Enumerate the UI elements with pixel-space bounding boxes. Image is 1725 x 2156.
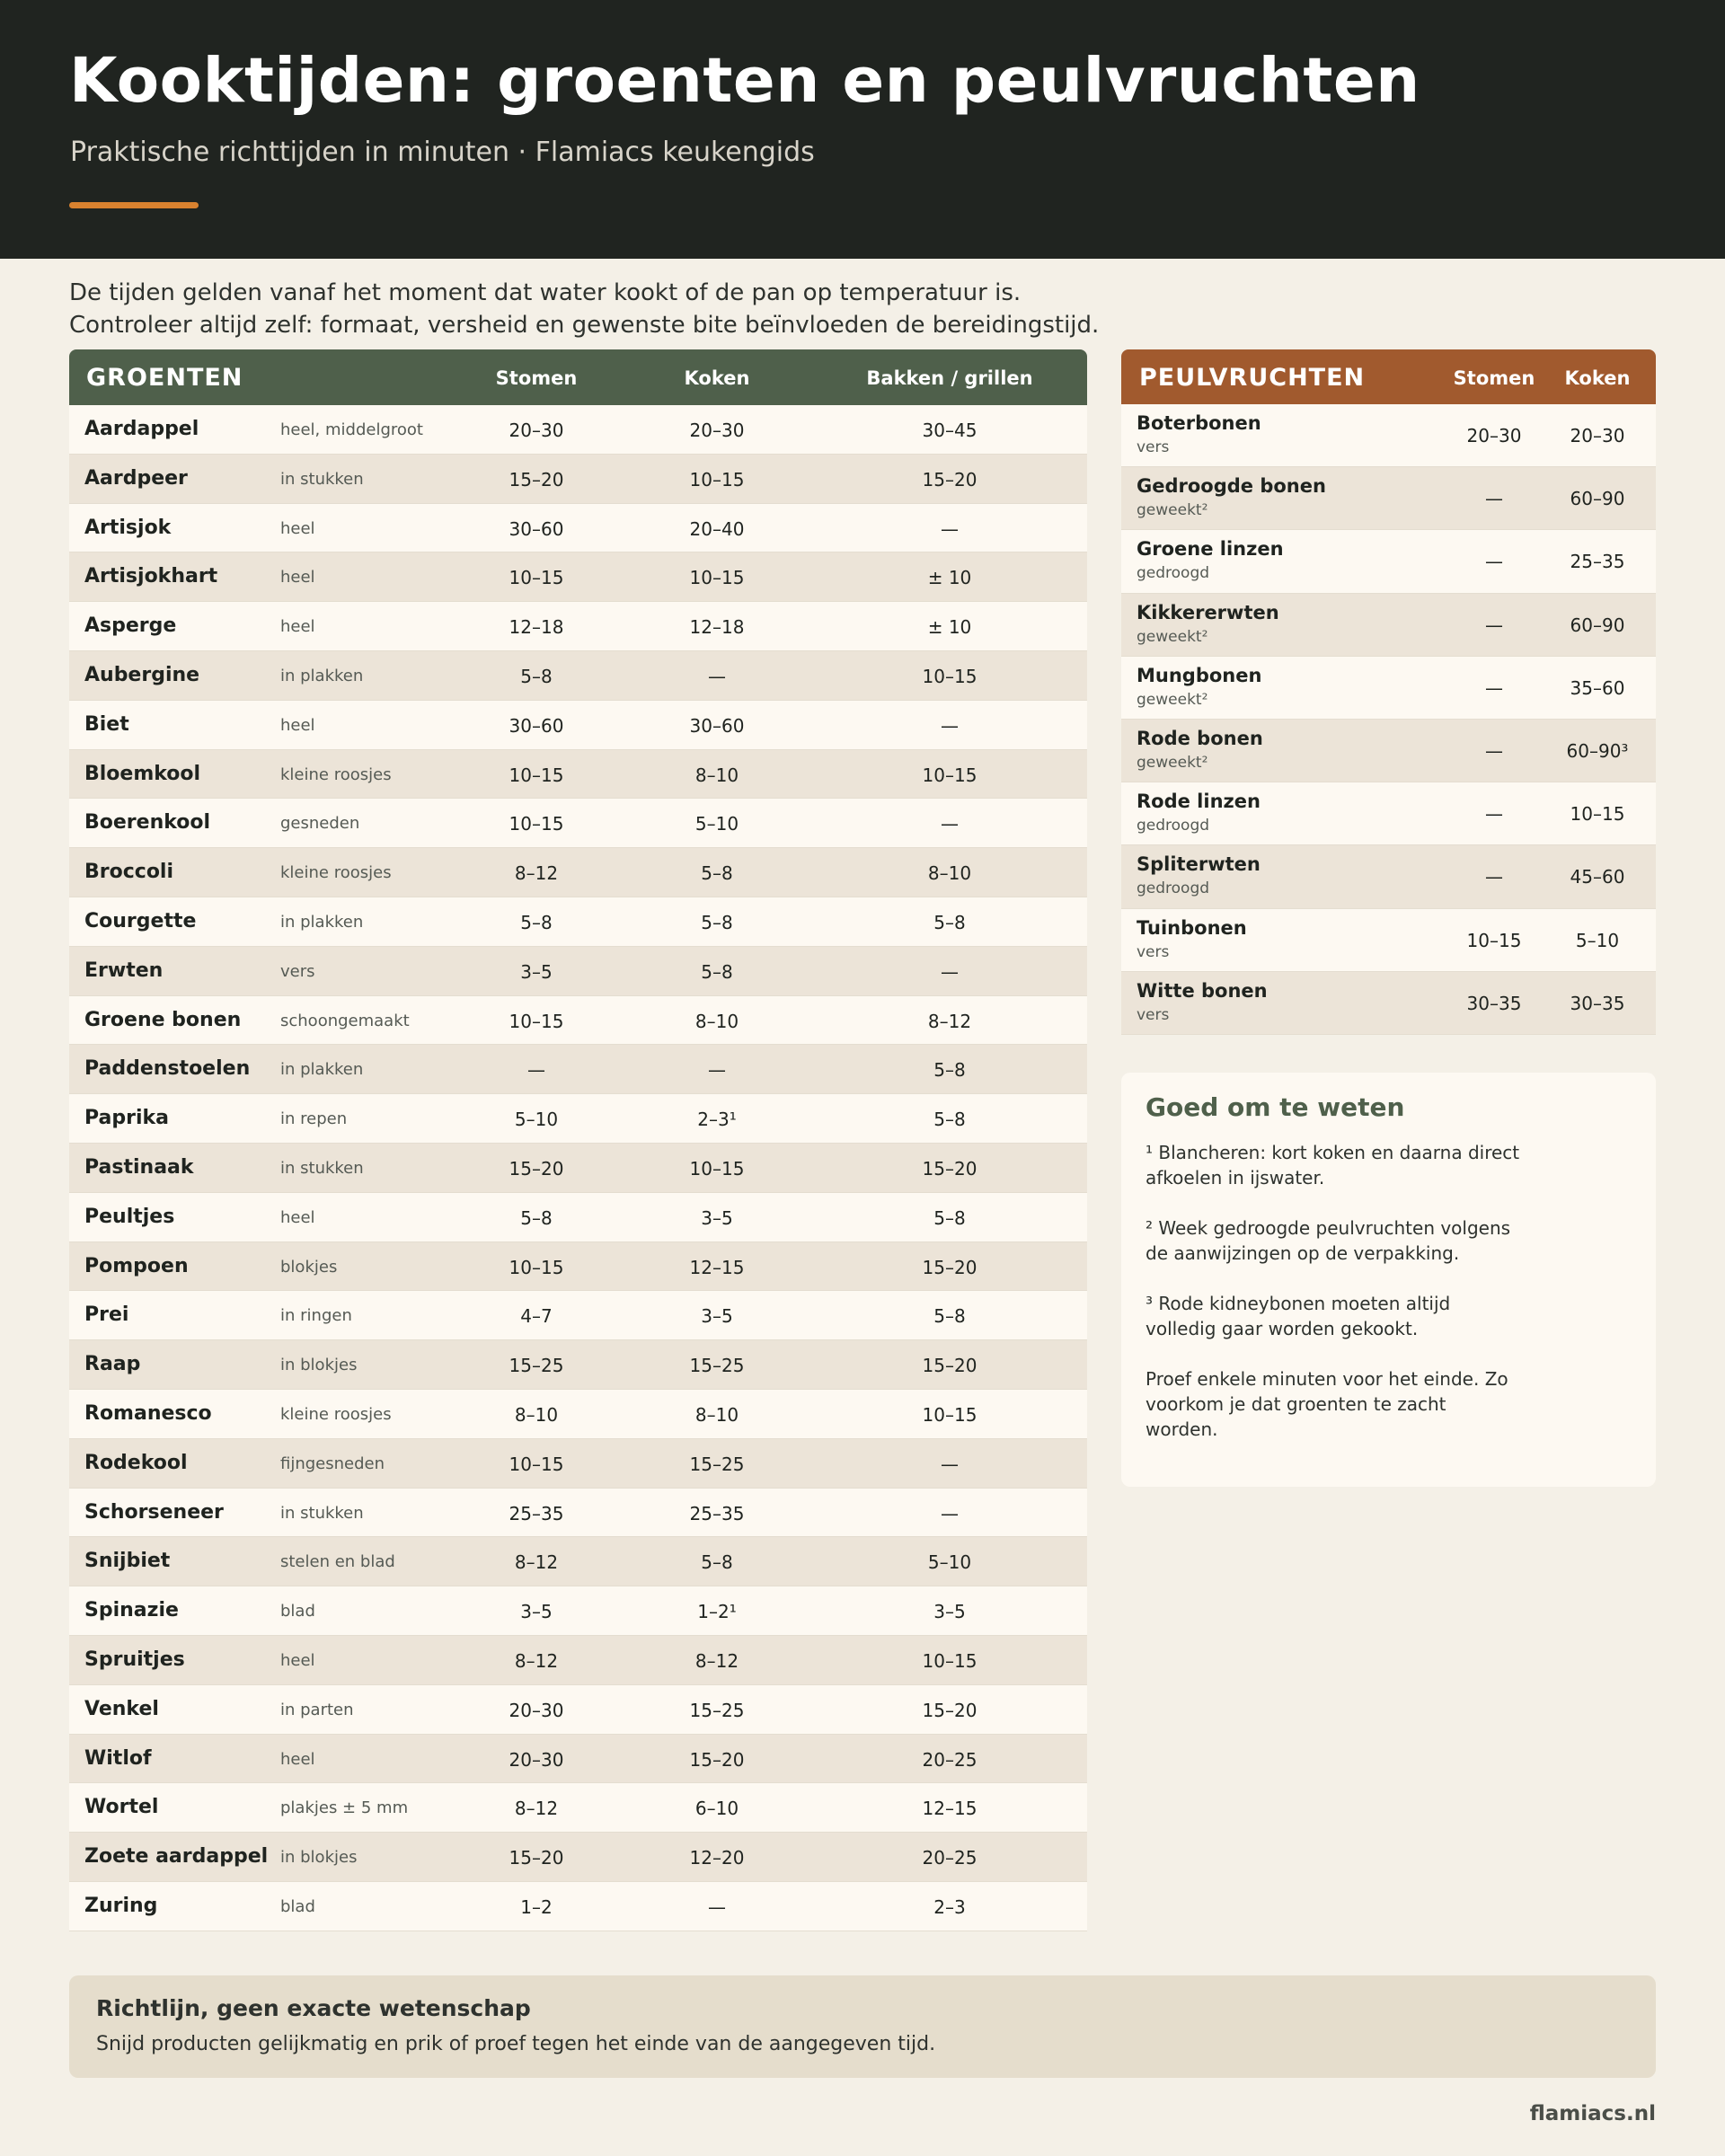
table-row (1121, 782, 1656, 845)
vegetable-name: Peultjes (84, 1205, 175, 1228)
time-koken: 8–10 (694, 1403, 739, 1426)
time-stomen: — (1485, 551, 1503, 573)
vegetable-name: Zuring (84, 1894, 158, 1917)
vegetable-name: Broccoli (84, 861, 174, 884)
time-stomen: — (1485, 803, 1503, 826)
vegetable-name: Aardpeer (84, 466, 188, 490)
vegetable-name: Erwten (84, 959, 164, 982)
table-row (69, 1489, 1087, 1538)
table-row (69, 1735, 1087, 1784)
time-koken: 5–8 (701, 1551, 733, 1574)
preparation-note: vers (1137, 942, 1170, 961)
preparation-note: heel (280, 617, 315, 637)
vegetable-name: Paddenstoelen (84, 1057, 251, 1081)
time-bakken: 5–8 (933, 1206, 966, 1229)
info-note: ² Week gedroogde peulvruchten volgens de aanwijzingen op de verpakking. (1146, 1217, 1511, 1264)
vegetable-name: Artisjokhart (84, 565, 218, 588)
vegetable-name: Pompoen (84, 1254, 189, 1277)
time-bakken: 5–10 (927, 1551, 972, 1574)
time-koken: 8–12 (694, 1649, 739, 1672)
table-row (1121, 467, 1656, 530)
legume-name: Witte bonen (1137, 979, 1268, 1002)
preparation-note: in blokjes (280, 1356, 358, 1375)
time-stomen: 5–8 (520, 1206, 553, 1229)
time-stomen: — (1485, 488, 1503, 510)
table-row (1121, 594, 1656, 657)
time-koken: 5–10 (694, 813, 739, 835)
time-stomen: 10–15 (509, 567, 564, 589)
time-koken: 10–15 (1570, 803, 1625, 826)
time-stomen: 20–30 (509, 1748, 564, 1771)
vegetable-name: Aardappel (84, 418, 199, 440)
preparation-note: blokjes (280, 1257, 338, 1277)
time-stomen: 15–20 (509, 1847, 564, 1869)
time-koken: 60–90 (1570, 614, 1625, 636)
vegetable-name: Aubergine (84, 663, 200, 686)
time-bakken: — (941, 960, 959, 983)
table-row (69, 504, 1087, 553)
time-stomen: 10–15 (509, 813, 564, 835)
guideline-title: Richtlijn, geen exacte wetenschap (96, 1995, 531, 2021)
legume-name: Kikkererwten (1137, 601, 1279, 623)
preparation-note: stelen en blad (280, 1552, 395, 1572)
time-stomen: 5–8 (520, 911, 553, 933)
brand-footer: flamiacs.nl (1529, 2102, 1656, 2125)
vegetable-name: Paprika (84, 1107, 169, 1130)
preparation-note: in stukken (280, 469, 364, 489)
table-row (69, 405, 1087, 455)
table-row (1121, 909, 1656, 972)
time-stomen: 10–15 (509, 1256, 564, 1278)
time-koken: 30–60 (689, 714, 745, 737)
table-row (69, 1094, 1087, 1144)
time-koken: 15–25 (689, 1355, 745, 1377)
legume-name: Rode linzen (1137, 791, 1261, 813)
time-koken: 12–20 (689, 1847, 745, 1869)
preparation-note: plakjes ± 5 mm (280, 1798, 409, 1818)
preparation-note: heel (280, 568, 315, 588)
time-stomen: 10–15 (509, 1453, 564, 1475)
table-row (69, 1390, 1087, 1439)
preparation-note: in repen (280, 1109, 348, 1129)
column-header-koken: Koken (1564, 367, 1631, 389)
time-koken: 3–5 (701, 1206, 733, 1229)
peulvruchten-table-header (1121, 349, 1656, 404)
column-header-bakken: Bakken / grillen (866, 367, 1033, 389)
time-bakken: 20–25 (922, 1748, 978, 1771)
preparation-note: heel (280, 1650, 315, 1670)
time-koken: 10–15 (689, 468, 745, 490)
time-stomen: 20–30 (509, 1699, 564, 1721)
info-card (1121, 1073, 1656, 1487)
table-row (69, 1685, 1087, 1735)
time-koken: 20–40 (689, 517, 745, 540)
time-bakken: 15–20 (922, 1256, 978, 1278)
table-row (69, 651, 1087, 701)
time-koken: 6–10 (694, 1798, 739, 1820)
preparation-note: heel (280, 1749, 315, 1769)
time-stomen: 3–5 (520, 960, 553, 983)
time-bakken: 5–8 (933, 911, 966, 933)
time-stomen: 8–12 (514, 1551, 559, 1574)
time-bakken: 10–15 (922, 665, 978, 687)
time-bakken: 5–8 (933, 1305, 966, 1328)
table-row (69, 1340, 1087, 1390)
preparation-note: geweekt² (1137, 627, 1208, 646)
vegetable-name: Prei (84, 1303, 129, 1327)
time-bakken: 8–10 (927, 862, 972, 885)
preparation-note: gesneden (280, 814, 360, 834)
intro-line-1: De tijden gelden vanaf het moment dat water kookt of de pan op temperatuur is. (69, 279, 1022, 306)
time-bakken: — (941, 714, 959, 737)
time-stomen: — (1485, 614, 1503, 636)
time-koken: 12–18 (689, 616, 745, 639)
preparation-note: heel (280, 518, 315, 538)
time-koken: 2–3¹ (697, 1109, 737, 1131)
time-stomen: 10–15 (1466, 929, 1522, 951)
table-row (69, 1193, 1087, 1242)
table-row (69, 750, 1087, 800)
time-stomen: 8–12 (514, 1798, 559, 1820)
time-koken: 60–90 (1570, 488, 1625, 510)
table-row (69, 897, 1087, 947)
vegetable-name: Romanesco (84, 1401, 212, 1425)
time-koken: 25–35 (689, 1502, 745, 1524)
info-note: ³ Rode kidneybonen moeten altijd volledig gaar worden gekookt. (1146, 1293, 1451, 1339)
legume-name: Rode bonen (1137, 727, 1263, 749)
time-stomen: 15–20 (509, 1157, 564, 1180)
time-stomen: 1–2 (520, 1895, 553, 1918)
time-bakken: 30–45 (922, 420, 978, 441)
time-koken: 12–15 (689, 1256, 745, 1278)
preparation-note: heel (280, 1207, 315, 1227)
time-koken: — (708, 665, 726, 687)
vegetable-name: Asperge (84, 614, 177, 638)
time-stomen: 20–30 (509, 420, 564, 441)
time-stomen: 5–8 (520, 665, 553, 687)
preparation-note: geweekt² (1137, 753, 1208, 772)
table-row (69, 799, 1087, 848)
time-koken: 8–10 (694, 764, 739, 786)
table-row (69, 996, 1087, 1046)
preparation-note: gedroogd (1137, 879, 1210, 898)
time-koken: 15–20 (689, 1748, 745, 1771)
column-header-stomen: Stomen (495, 367, 578, 389)
time-bakken: — (941, 1453, 959, 1475)
legume-name: Mungbonen (1137, 664, 1262, 686)
table-row (69, 1439, 1087, 1489)
table-row (69, 455, 1087, 504)
info-notes (1146, 1140, 1523, 1467)
table-row (69, 1586, 1087, 1636)
vegetable-name: Wortel (84, 1796, 159, 1819)
column-header-koken: Koken (684, 367, 750, 389)
table-row (69, 701, 1087, 750)
vegetable-name: Zoete aardappel (84, 1845, 269, 1869)
time-koken: 8–10 (694, 1010, 739, 1032)
table-row (1121, 720, 1656, 782)
preparation-note: gedroogd (1137, 817, 1210, 835)
vegetable-name: Witlof (84, 1746, 152, 1770)
time-bakken: 10–15 (922, 1649, 978, 1672)
preparation-note: kleine roosjes (280, 1404, 392, 1424)
vegetable-name: Bloemkool (84, 762, 201, 785)
preparation-note: blad (280, 1602, 315, 1621)
preparation-note: heel (280, 715, 315, 735)
time-stomen: 10–15 (509, 1010, 564, 1032)
time-stomen: 8–12 (514, 862, 559, 885)
time-bakken: — (941, 813, 959, 835)
groenten-table-header (69, 349, 1087, 405)
preparation-note: kleine roosjes (280, 863, 392, 883)
table-row (1121, 404, 1656, 467)
column-header-stomen: Stomen (1453, 367, 1535, 389)
legume-name: Tuinbonen (1137, 916, 1247, 939)
time-koken: 10–15 (689, 567, 745, 589)
time-koken: 45–60 (1570, 866, 1625, 888)
guideline-note (69, 1975, 1656, 2078)
preparation-note: in ringen (280, 1306, 352, 1326)
time-bakken: 3–5 (933, 1601, 966, 1623)
time-koken: 20–30 (1570, 425, 1625, 446)
time-koken: 35–60 (1570, 676, 1625, 699)
legume-name: Boterbonen (1137, 412, 1261, 434)
time-koken: 15–25 (689, 1453, 745, 1475)
time-stomen: 30–60 (509, 714, 564, 737)
time-bakken: 15–20 (922, 1157, 978, 1180)
table-row (1121, 972, 1656, 1035)
groenten-table (69, 349, 1087, 1931)
time-koken: 5–10 (1575, 929, 1620, 951)
time-bakken: 2–3 (933, 1895, 966, 1918)
time-bakken: ± 10 (927, 616, 972, 639)
time-koken: — (708, 1895, 726, 1918)
preparation-note: in stukken (280, 1503, 364, 1523)
time-stomen: — (1485, 676, 1503, 699)
table-row (1121, 657, 1656, 720)
time-koken: 30–35 (1570, 992, 1625, 1014)
vegetable-name: Spinazie (84, 1599, 179, 1622)
table-row (1121, 845, 1656, 908)
accent-bar (69, 202, 199, 208)
preparation-note: schoongemaakt (280, 1011, 410, 1030)
vegetable-name: Groene bonen (84, 1008, 242, 1031)
time-koken: 5–8 (701, 960, 733, 983)
time-bakken: 5–8 (933, 1109, 966, 1131)
info-note: Proef enkele minuten voor het einde. Zo voorkom je dat groenten te zacht worden. (1146, 1368, 1508, 1440)
preparation-note: heel, middelgroot (280, 420, 423, 439)
time-bakken: 15–20 (922, 1699, 978, 1721)
time-stomen: 10–15 (509, 764, 564, 786)
time-stomen: — (1485, 866, 1503, 888)
preparation-note: in parten (280, 1700, 354, 1719)
legume-name: Groene linzen (1137, 538, 1284, 561)
guideline-text: Snijd producten gelijkmatig en prik of proef tegen het einde van de aangegeven tijd. (96, 2033, 936, 2055)
time-stomen: 8–10 (514, 1403, 559, 1426)
table-row (69, 1783, 1087, 1833)
table-row (69, 1833, 1087, 1882)
time-stomen: 12–18 (509, 616, 564, 639)
intro-line-2: Controleer altijd zelf: formaat, versheid en gewenste bite beïnvloeden de bereidingstijd. (69, 312, 1100, 339)
time-stomen: 4–7 (520, 1305, 553, 1328)
time-stomen: 25–35 (509, 1502, 564, 1524)
time-stomen: — (527, 1059, 545, 1082)
preparation-note: in blokjes (280, 1848, 358, 1868)
time-stomen: — (1485, 739, 1503, 762)
time-koken: — (708, 1059, 726, 1082)
table-row (69, 1291, 1087, 1340)
time-stomen: 15–20 (509, 468, 564, 490)
time-koken: 5–8 (701, 911, 733, 933)
table-row (69, 1537, 1087, 1586)
time-stomen: 15–25 (509, 1355, 564, 1377)
table-row (69, 1144, 1087, 1193)
time-bakken: 5–8 (933, 1059, 966, 1082)
legume-name: Gedroogde bonen (1137, 475, 1326, 498)
time-koken: 1–2¹ (697, 1601, 737, 1623)
preparation-note: blad (280, 1896, 315, 1916)
time-bakken: ± 10 (927, 567, 972, 589)
peulvruchten-title: PEULVRUCHTEN (1139, 364, 1366, 392)
table-row (1121, 530, 1656, 593)
table-row (69, 602, 1087, 651)
peulvruchten-table (1121, 349, 1656, 1035)
time-koken: 3–5 (701, 1305, 733, 1328)
preparation-note: geweekt² (1137, 501, 1208, 520)
time-stomen: 30–60 (509, 517, 564, 540)
info-title: Goed om te weten (1146, 1092, 1405, 1122)
table-row (69, 947, 1087, 996)
time-koken: 15–25 (689, 1699, 745, 1721)
time-koken: 10–15 (689, 1157, 745, 1180)
time-bakken: 10–15 (922, 1403, 978, 1426)
preparation-note: in plakken (280, 1060, 364, 1080)
table-row (69, 1045, 1087, 1094)
peulvruchten-table-body (1121, 404, 1656, 1035)
time-stomen: 8–12 (514, 1649, 559, 1672)
vegetable-name: Boerenkool (84, 811, 211, 835)
time-stomen: 3–5 (520, 1601, 553, 1623)
page-title: Kooktijden: groenten en peulvruchten (69, 45, 1420, 117)
time-bakken: 15–20 (922, 1355, 978, 1377)
preparation-note: kleine roosjes (280, 764, 392, 784)
vegetable-name: Artisjok (84, 516, 172, 539)
vegetable-name: Schorseneer (84, 1500, 224, 1524)
preparation-note: fijngesneden (280, 1454, 385, 1473)
preparation-note: vers (1137, 1005, 1170, 1024)
time-bakken: 8–12 (927, 1010, 972, 1032)
page-header (0, 0, 1725, 259)
preparation-note: vers (280, 961, 315, 981)
vegetable-name: Pastinaak (84, 1155, 194, 1179)
preparation-note: in stukken (280, 1158, 364, 1178)
preparation-note: vers (1137, 438, 1170, 456)
time-bakken: — (941, 1502, 959, 1524)
preparation-note: gedroogd (1137, 564, 1210, 583)
time-bakken: 10–15 (922, 764, 978, 786)
time-bakken: 15–20 (922, 468, 978, 490)
vegetable-name: Spruitjes (84, 1648, 185, 1671)
vegetable-name: Rodekool (84, 1451, 188, 1474)
vegetable-name: Snijbiet (84, 1550, 171, 1573)
table-row (69, 1882, 1087, 1931)
vegetable-name: Courgette (84, 909, 197, 932)
table-row (69, 552, 1087, 602)
preparation-note: in plakken (280, 666, 364, 685)
time-koken: 60–90³ (1566, 739, 1629, 762)
preparation-note: in plakken (280, 912, 364, 932)
time-bakken: 20–25 (922, 1847, 978, 1869)
table-row (69, 848, 1087, 897)
vegetable-name: Venkel (84, 1697, 159, 1720)
page-subtitle: Praktische richttijden in minuten · Flamiacs keukengids (70, 137, 815, 168)
time-koken: 20–30 (689, 420, 745, 441)
time-stomen: 30–35 (1466, 992, 1522, 1014)
groenten-title: GROENTEN (86, 364, 243, 392)
time-bakken: — (941, 517, 959, 540)
time-koken: 25–35 (1570, 551, 1625, 573)
intro-text (69, 277, 1099, 341)
time-koken: 5–8 (701, 862, 733, 885)
table-row (69, 1242, 1087, 1292)
preparation-note: geweekt² (1137, 690, 1208, 709)
time-stomen: 20–30 (1466, 425, 1522, 446)
vegetable-name: Raap (84, 1353, 141, 1376)
table-row (69, 1636, 1087, 1685)
time-stomen: 5–10 (514, 1109, 559, 1131)
info-note: ¹ Blancheren: kort koken en daarna direct afkoelen in ijswater. (1146, 1142, 1520, 1188)
time-bakken: 12–15 (922, 1798, 978, 1820)
legume-name: Spliterwten (1137, 853, 1261, 876)
vegetable-name: Biet (84, 712, 129, 736)
groenten-table-body (69, 405, 1087, 1931)
